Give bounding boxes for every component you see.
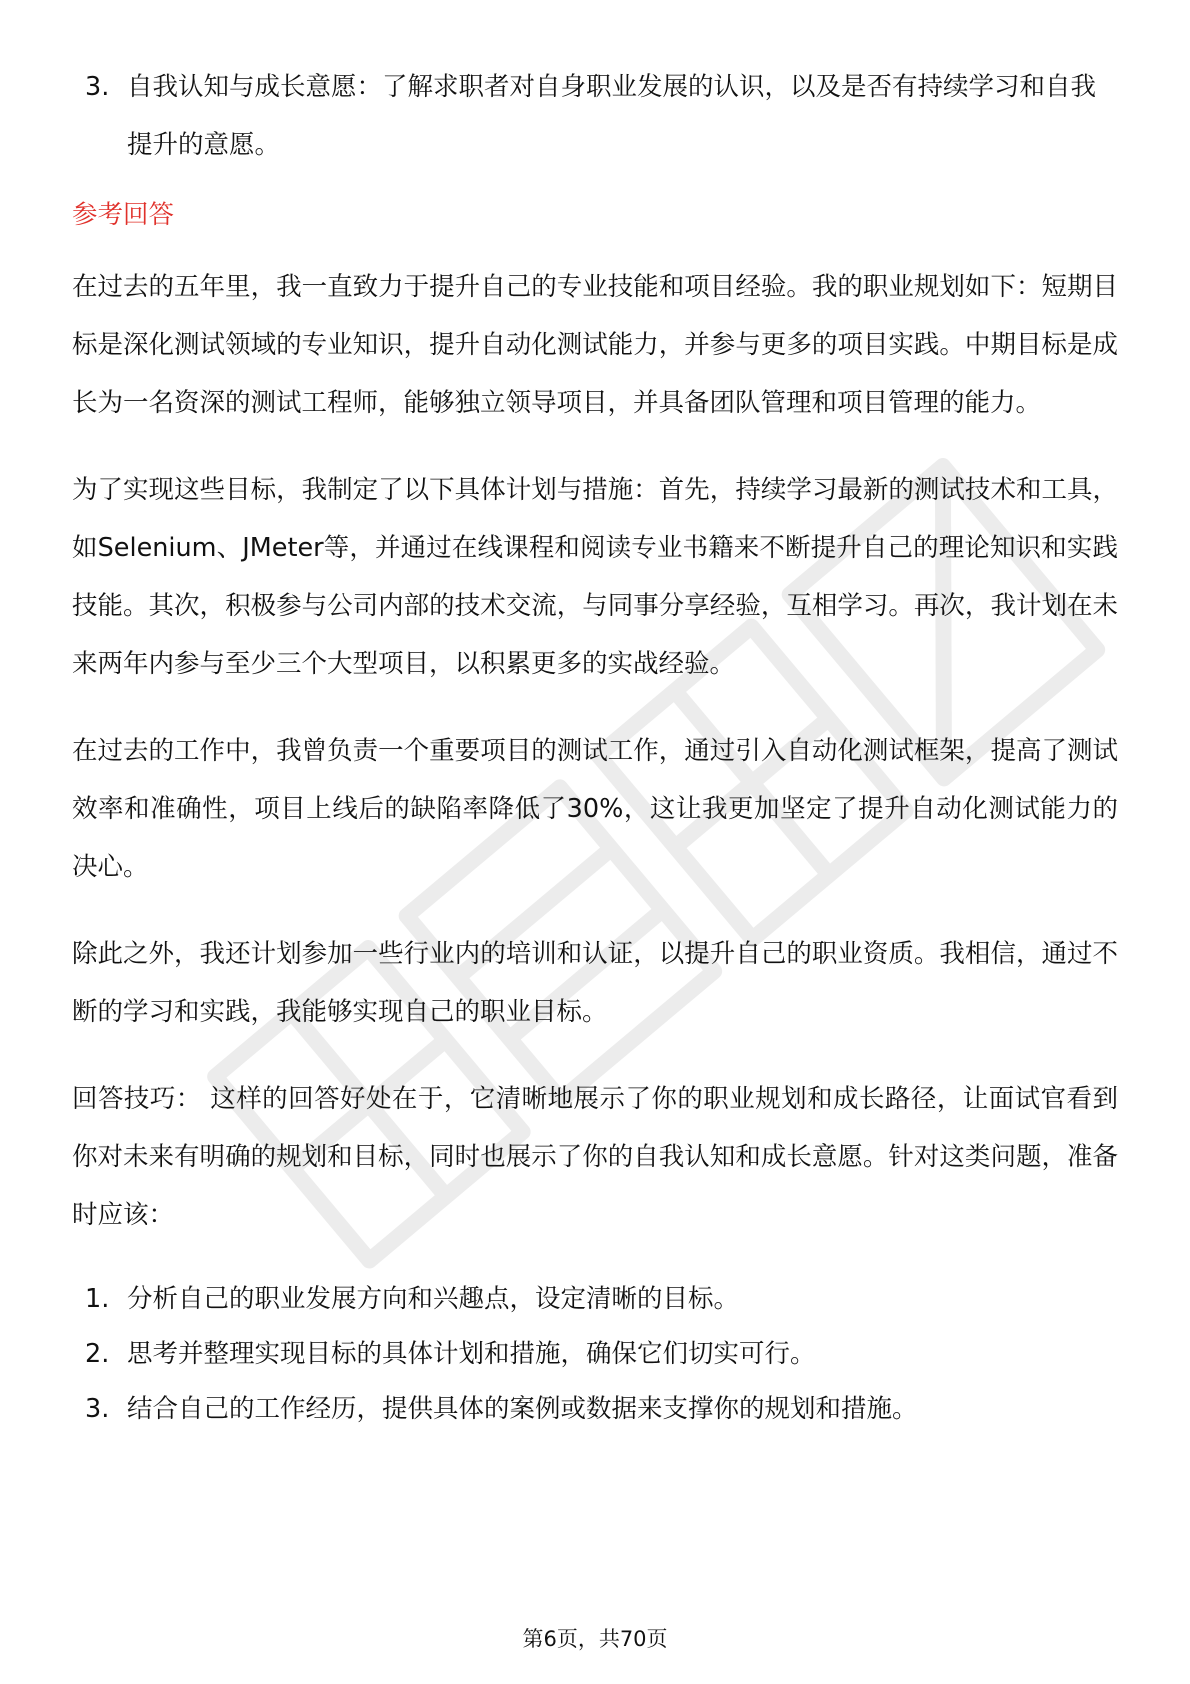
- tips-list-item: [72, 1272, 1118, 1327]
- page-footer: 第6页，共70页: [522, 1627, 668, 1651]
- answer-paragraph: 在过去的五年里，我一直致力于提升自己的专业技能和项目经验。我的职业规划如下：短期目标是深化测试领域的专业知识，提升自动化测试能力，并参与更多的项目实践。中期目标是成长为一名资深的测试工程师，能够独立领导项目，并具备团队管理和项目管理的能力。: [72, 272, 1118, 418]
- tips-paragraph: 回答技巧： 这样的回答好处在于，它清晰地展示了你的职业规划和成长路径，让面试官看到你对未来有明确的规划和目标，同时也展示了你的自我认知和成长意愿。针对这类问题，准备时应该：: [72, 1084, 1118, 1230]
- list-item-text: 自我认知与成长意愿：了解求职者对自身职业发展的认识，以及是否有持续学习和自我提升的意愿。: [127, 72, 1097, 160]
- document-content: [72, 58, 1118, 1437]
- list-item-number: 2.: [85, 1339, 110, 1369]
- tips-list-item: [72, 1382, 1118, 1437]
- section-heading: 参考回答: [72, 200, 175, 230]
- tips-list-item: [72, 1327, 1118, 1382]
- list-item-text: 思考并整理实现目标的具体计划和措施，确保它们切实可行。: [127, 1339, 816, 1369]
- answer-paragraph: 除此之外，我还计划参加一些行业内的培训和认证，以提升自己的职业资质。我相信，通过不断的学习和实践，我能够实现自己的职业目标。: [72, 939, 1118, 1027]
- intro-list-item: [72, 58, 1118, 174]
- answer-paragraph: 为了实现这些目标，我制定了以下具体计划与措施：首先，持续学习最新的测试技术和工具，如Selenium、JMeter等，并通过在线课程和阅读专业书籍来不断提升自己的理论知识和实践技能。其次，积极参与公司内部的技术交流，与同事分享经验，互相学习。再次，我计划在未来两年内参与至少三个大型项目，以积累更多的实战经验。: [72, 475, 1118, 679]
- list-item-text: 分析自己的职业发展方向和兴趣点，设定清晰的目标。: [127, 1284, 740, 1314]
- list-item-number: 3.: [85, 72, 110, 102]
- list-item-text: 结合自己的工作经历，提供具体的案例或数据来支撑你的规划和措施。: [127, 1394, 918, 1424]
- answer-paragraph: 在过去的工作中，我曾负责一个重要项目的测试工作，通过引入自动化测试框架，提高了测试效率和准确性，项目上线后的缺陷率降低了30%，这让我更加坚定了提升自动化测试能力的决心。: [72, 736, 1118, 882]
- tips-list: [72, 1272, 1118, 1437]
- list-item-number: 1.: [85, 1284, 110, 1314]
- list-item-number: 3.: [85, 1394, 110, 1424]
